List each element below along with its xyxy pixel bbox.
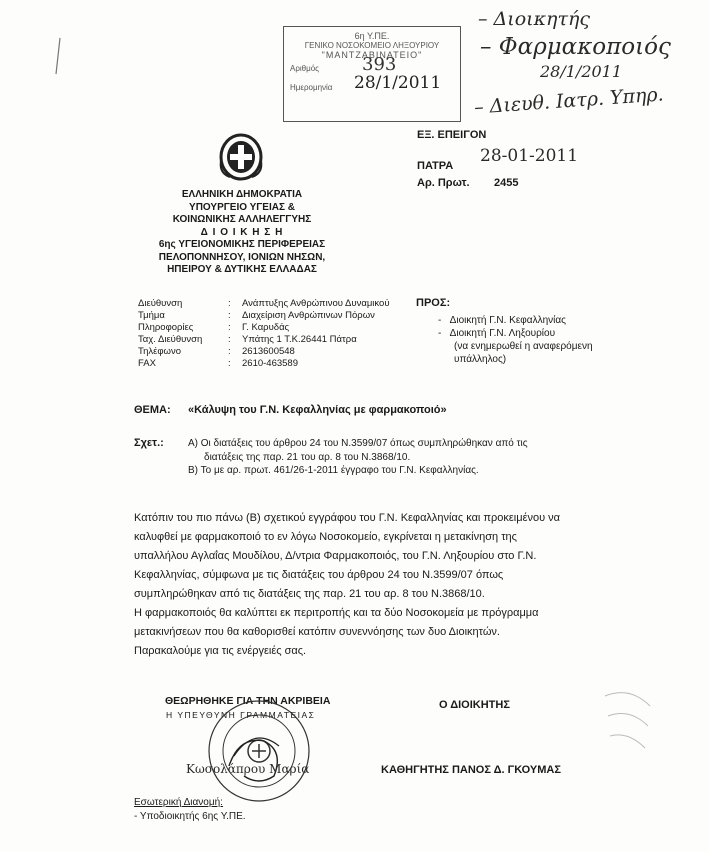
stamp-line3: "ΜΑΝΤΖΑΒΙΝΑΤΕΙΟ" (321, 50, 423, 60)
issuer-line7: ΗΠΕΙΡΟΥ & ΔΥΤΙΚΗΣ ΕΛΛΑΔΑΣ (167, 264, 317, 275)
recipient-item: υπάλληλος) (454, 354, 507, 365)
body-line: Κεφαλληνίας, σύμφωνα με τις διατάξεις του άρθρου 24 του Ν.3599/07 όπως (134, 569, 504, 581)
body-text (134, 509, 604, 661)
reference-a-line1: Α) Οι διατάξεις του άρθρου 24 του Ν.3599/07 όπως συμπληρώθηκαν από τις (188, 438, 528, 449)
receipt-stamp (283, 26, 461, 122)
recipient-item: - Διοικητή Γ.Ν. Κεφαλληνίας (438, 315, 566, 326)
issuer-line4: Δ Ι Ο Ι Κ Η Σ Η (200, 226, 284, 238)
references-label: Σχετ.: (134, 437, 164, 449)
references (188, 437, 528, 478)
recipients-label: ΠΡΟΣ: (416, 297, 451, 309)
contact-row: Τηλέφωνο : 2613600548 (138, 346, 295, 357)
recipients-list (438, 314, 593, 366)
contact-row: Τμήμα : Διαχείριση Ανθρώπινων Πόρων (138, 310, 375, 321)
certification-name: Κωσολάπρου Μαρία (186, 762, 310, 776)
recipient-item: - Διοικητή Γ.Ν. Ληξουρίου (438, 328, 556, 339)
internal-distribution-item: - Υποδιοικητής 6ης Υ.ΠΕ. (134, 811, 246, 822)
contact-row: Διεύθυνση : Ανάπτυξης Ανθρώπινου Δυναμικού (138, 298, 390, 309)
issuer-header (128, 189, 356, 277)
contact-row: FAX : 2610-463589 (138, 358, 298, 369)
signatory-name: ΚΑΘΗΓΗΤΗΣ ΠΑΝΟΣ Δ. ΓΚΟΥΜΑΣ (381, 764, 561, 776)
urgent-label: ΕΞ. ΕΠΕΙΓΟΝ (417, 129, 487, 141)
body-line: Κατόπιν του πιο πάνω (Β) σχετικού εγγράφου του Γ.Ν. Κεφαλληνίας και προκειμένου να (134, 512, 561, 524)
contact-row: Πληροφορίες : Γ. Καρυδάς (138, 322, 290, 333)
issuer-line2: ΥΠΟΥΡΓΕΙΟ ΥΓΕΙΑΣ & (189, 201, 295, 213)
official-seal-icon (204, 696, 314, 806)
issuer-line5: 6ης ΥΓΕΙΟΝΟΜΙΚΗΣ ΠΕΡΙΦΕΡΕΙΑΣ (158, 239, 326, 250)
subject-text: «Κάλυψη του Γ.Ν. Κεφαλληνίας με φαρμακοποιό» (188, 404, 447, 416)
contact-info (138, 298, 418, 370)
stamp-line1: 6η Υ.ΠΕ. (354, 31, 390, 41)
stamp-date-label: Ημερομηνία (290, 83, 333, 92)
protocol-value: 2455 (494, 177, 519, 189)
place-label: ΠΑΤΡΑ (417, 160, 454, 172)
body-line: συμπληρώθηκαν από τις διατάξεις της παρ. 21 του αρ. 8 του Ν.3868/10. (134, 588, 485, 600)
body-line: μετακινήσεων που θα καθορισθεί κατόπιν συνεννόησης των δυο Διοικητών. (134, 626, 500, 638)
certification-line1: ΘΕΩΡΗΘΗΚΕ ΓΙΑ ΤΗΝ ΑΚΡΙΒΕΙΑ (165, 695, 331, 707)
handwritten-signature: – Διευθ. Ιατρ. Υπηρ. (473, 83, 665, 119)
body-line: καλυφθεί με φαρμακοποιό το εν λόγω Νοσοκομείο, εγκρίνεται η μετακίνηση της (134, 531, 517, 543)
place-date: 28-01-2011 (480, 146, 579, 166)
stamp-number-value: 393 (362, 54, 397, 75)
stamp-date-value: 28/1/2011 (354, 73, 442, 93)
internal-distribution-label: Εσωτερική Διανομή: (134, 797, 223, 808)
stamp-line2: ΓΕΝΙΚΟ ΝΟΣΟΚΟΜΕΙΟ ΛΗΞΟΥΡΙΟΥ (304, 41, 440, 50)
pencil-mark (52, 36, 64, 76)
body-line: υπαλλήλου Αγλαΐας Μουδίλου, Δ/ντρια Φαρμακοποιός, του Γ.Ν. Ληξουρίου στο Γ.Ν. (134, 550, 537, 562)
recipient-item: (να ενημερωθεί η αναφερόμενη (454, 341, 593, 352)
stamp-date-row (290, 73, 460, 93)
issuer-line1: ΕΛΛΗΝΙΚΗ ΔΗΜΟΚΡΑΤΙΑ (181, 189, 303, 200)
reference-a-line2: διατάξεις της παρ. 21 του αρ. 8 του Ν.3868/10. (204, 451, 411, 463)
subject-label: ΘΕΜΑ: (134, 404, 171, 416)
reference-b: Β) Το με αρ. πρωτ. 461/26-1-2011 έγγραφο του Γ.Ν. Κεφαλληνίας. (188, 465, 479, 476)
body-line: Η φαρμακοποιός θα καλύπτει εκ περιτροπής και τα δύο Νοσοκομεία με πρόγραμμα (134, 607, 539, 619)
certification-line2: Η ΥΠΕΥΘΥΝΗ ΓΡΑΜΜΑΤΕΙΑΣ (166, 710, 316, 720)
protocol-label: Αρ. Πρωτ. (417, 177, 470, 189)
issuer-line3: ΚΟΙΝΩΝΙΚΗΣ ΑΛΛΗΛΕΓΓΥΗΣ (172, 214, 312, 225)
coat-of-arms-icon (216, 131, 266, 183)
handwritten-note-1: – Διοικητής (478, 8, 590, 30)
signatory-title: Ο ΔΙΟΙΚΗΤΗΣ (439, 699, 510, 711)
pencil-scribble (600, 686, 660, 766)
handwritten-note-3: 28/1/2011 (540, 62, 623, 81)
issuer-line6: ΠΕΛΟΠΟΝΝΗΣΟΥ, ΙΟΝΙΩΝ ΝΗΣΩΝ, (158, 251, 326, 263)
stamp-number-label: Αριθμός (290, 64, 320, 73)
handwritten-note-2: – Φαρμακοποιός (480, 34, 671, 60)
body-line: Παρακαλούμε για τις ενέργειές σας. (134, 645, 307, 657)
contact-row: Ταχ. Διεύθυνση : Υπάτης 1 Τ.Κ.26441 Πάτρα (138, 334, 357, 345)
